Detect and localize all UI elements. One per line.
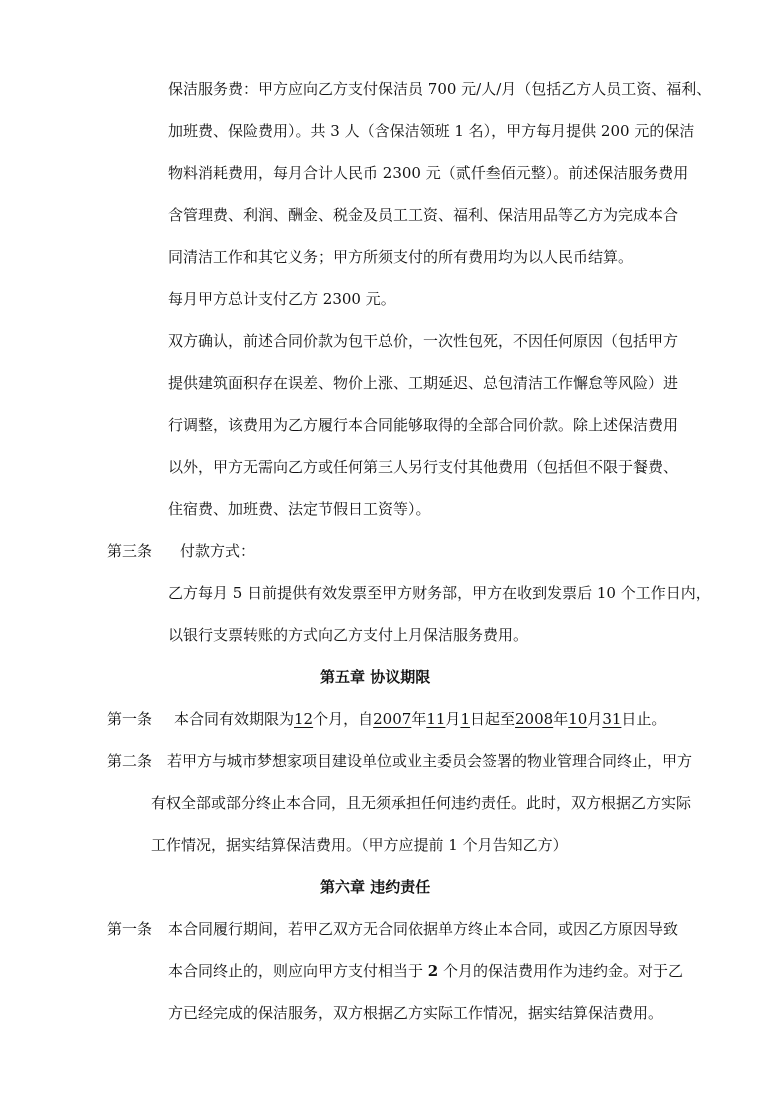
term-text: 日起至 — [469, 710, 515, 728]
termination-line: 若甲方与城市梦想家项目建设单位或业主委员会签署的物业管理合同终止，甲方 — [167, 752, 693, 770]
end-day: 31 — [602, 710, 622, 728]
term-text: 月 — [445, 710, 461, 728]
term-months: 12 — [294, 710, 314, 728]
payment-line: 以银行支票转账的方式向乙方支付上月保洁服务费用。 — [168, 626, 529, 644]
fee-line: 保洁服务费：甲方应向乙方支付保洁员 700 元/人/月（包括乙方人员工资、福利、 — [168, 80, 712, 98]
confirm-line: 行调整，该费用为乙方履行本合同能够取得的全部合同价款。除上述保洁费用 — [168, 416, 679, 434]
start-day: 1 — [460, 710, 470, 728]
fee-line: 含管理费、利润、酬金、税金及员工工资、福利、保洁用品等乙方为完成本合 — [168, 206, 679, 224]
chapter5-title: 第五章 协议期限 — [320, 668, 431, 686]
fee-line: 同清洁工作和其它义务；甲方所须支付的所有费用均为以人民币结算。 — [168, 248, 634, 266]
confirm-line: 以外，甲方无需向乙方或任何第三人另行支付其他费用（包括但不限于餐费、 — [168, 458, 679, 476]
article3-label: 第三条 — [107, 542, 153, 560]
confirm-line: 提供建筑面积存在误差、物价上涨、工期延迟、总包清洁工作懈怠等风险）进 — [168, 374, 679, 392]
term-text: 本合同有效期限为 — [174, 710, 295, 728]
termination-line: 有权全部或部分终止本合同，且无须承担任何违约责任。此时，双方根据乙方实际 — [151, 794, 692, 812]
breach-line — [168, 961, 683, 981]
breach-text: 个月的保洁费用作为违约金。对于乙 — [438, 962, 683, 980]
term-text: 年 — [553, 710, 569, 728]
monthly-total: 每月甲方总计支付乙方 2300 元。 — [168, 290, 396, 308]
chapter5-article1-label: 第一条 — [107, 710, 153, 728]
start-month: 11 — [426, 710, 446, 728]
breach-text: 本合同终止的，则应向甲方支付相当于 — [168, 962, 428, 980]
start-year: 2007 — [373, 710, 412, 728]
term-text: 年 — [411, 710, 427, 728]
penalty-months: 2 — [427, 962, 439, 980]
chapter5-article2-label: 第二条 — [107, 752, 153, 770]
confirm-line: 双方确认，前述合同价款为包干总价，一次性包死，不因任何原因（包括甲方 — [168, 332, 679, 350]
article3-title: 付款方式： — [180, 542, 256, 560]
chapter6-article1-label: 第一条 — [107, 920, 153, 938]
chapter6-title: 第六章 违约责任 — [320, 878, 431, 896]
breach-line: 本合同履行期间，若甲乙双方无合同依据单方终止本合同，或因乙方原因导致 — [168, 920, 679, 938]
end-month: 10 — [568, 710, 588, 728]
term-text: 个月，自 — [313, 710, 374, 728]
termination-line: 工作情况，据实结算保洁费用。（甲方应提前 1 个月告知乙方） — [151, 836, 568, 854]
breach-line: 方已经完成的保洁服务，双方根据乙方实际工作情况，据实结算保洁费用。 — [168, 1004, 664, 1022]
chapter5-article1-text — [174, 709, 666, 729]
fee-line: 物料消耗费用，每月合计人民币 2300 元（贰仟叁佰元整）。前述保洁服务费用 — [168, 164, 689, 182]
payment-line: 乙方每月 5 日前提供有效发票至甲方财务部，甲方在收到发票后 10 个工作日内， — [168, 584, 711, 602]
end-year: 2008 — [515, 710, 554, 728]
term-text: 日止。 — [621, 710, 667, 728]
term-text: 月 — [587, 710, 603, 728]
fee-line: 加班费、保险费用）。共 3 人（含保洁领班 1 名），甲方每月提供 200 元的保洁 — [168, 122, 695, 140]
confirm-line: 住宿费、加班费、法定节假日工资等）。 — [168, 500, 431, 518]
